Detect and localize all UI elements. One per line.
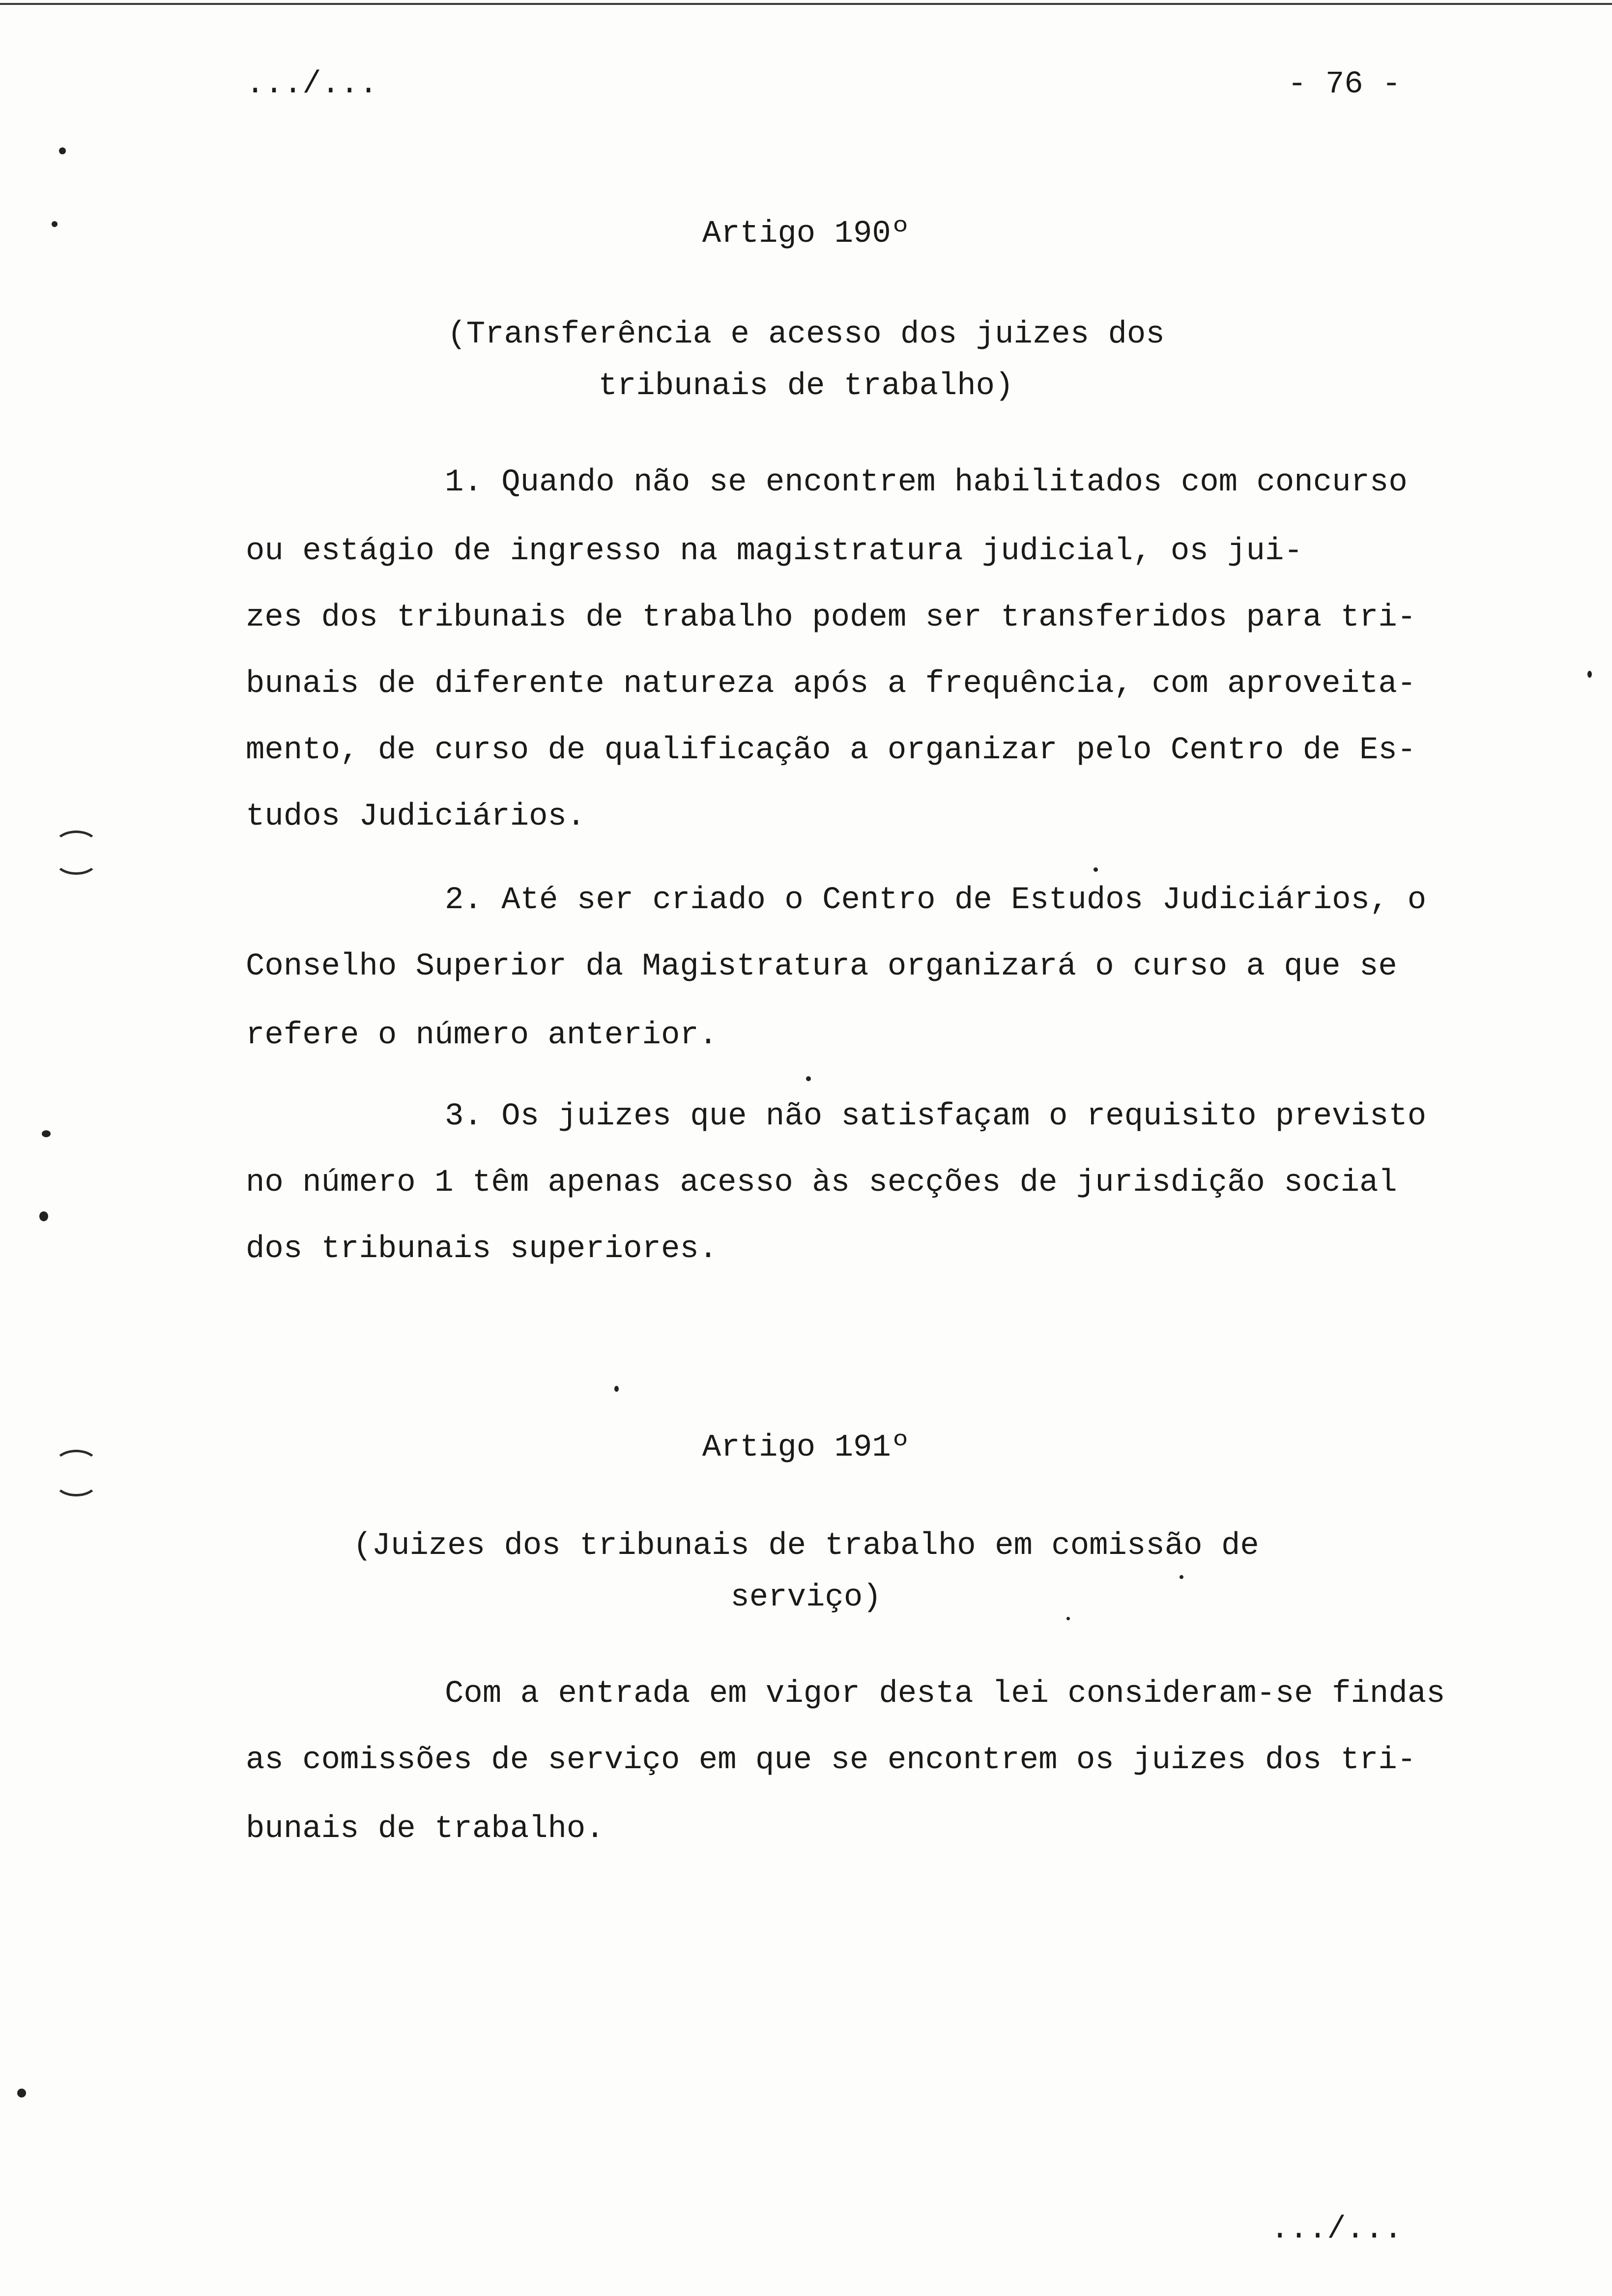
article-190-p1-line: tudos Judiciários. [246, 799, 586, 834]
continuation-mark-top: .../... [246, 67, 378, 102]
scan-speck [1587, 671, 1592, 678]
scan-speck [614, 1386, 619, 1392]
scan-speck [1094, 867, 1098, 872]
article-191-subtitle-line-1: (Juizes dos tribunais de trabalho em comissão de [353, 1528, 1259, 1564]
article-190-heading: Artigo 190º [702, 216, 910, 252]
scan-speck [17, 2089, 26, 2097]
punch-hole-mark [54, 1467, 98, 1496]
article-191-p1-line: Com a entrada em vigor desta lei consideram-se findas [445, 1676, 1445, 1712]
article-190-subtitle-line-2: tribunais de trabalho) [598, 369, 1014, 404]
scan-speck [1066, 1617, 1070, 1620]
article-190-p1-line: bunais de diferente natureza após a frequência, com aproveita- [246, 666, 1416, 702]
article-190-p2-line: refere o número anterior. [246, 1018, 718, 1053]
article-191-p1-line: as comissões de serviço em que se encontrem os juizes dos tri- [246, 1743, 1416, 1778]
scan-speck [39, 1211, 48, 1221]
article-191-p1-line: bunais de trabalho. [246, 1811, 604, 1847]
article-190-p1-line: 1. Quando não se encontrem habilitados com concurso [445, 465, 1408, 500]
article-190-p3-line: no número 1 têm apenas acesso às secções de jurisdição social [246, 1165, 1397, 1201]
continuation-mark-bottom: .../... [1270, 2212, 1403, 2247]
article-190-p1-line: mento, de curso de qualificação a organizar pelo Centro de Es- [246, 733, 1416, 768]
scan-speck [806, 1076, 811, 1081]
article-190-p3-line: 3. Os juizes que não satisfaçam o requisito previsto [445, 1099, 1427, 1134]
article-191-heading: Artigo 191º [702, 1430, 910, 1465]
article-190-p2-line: 2. Até ser criado o Centro de Estudos Judiciários, o [445, 883, 1427, 918]
article-190-p1-line: ou estágio de ingresso na magistratura judicial, os jui- [246, 534, 1303, 569]
top-rule [0, 3, 1612, 5]
article-190-subtitle-line-1: (Transferência e acesso dos juizes dos [447, 317, 1165, 352]
scan-speck [1180, 1575, 1183, 1579]
article-190-p1-line: zes dos tribunais de trabalho podem ser transferidos para tri- [246, 600, 1416, 635]
scan-speck [42, 1130, 51, 1137]
scan-speck [52, 221, 58, 227]
article-190-p3-line: dos tribunais superiores. [246, 1232, 718, 1267]
article-190-p2-line: Conselho Superior da Magistratura organizará o curso a que se [246, 949, 1397, 984]
article-191-subtitle-line-2: serviço) [730, 1580, 882, 1615]
page-number: - 76 - [1288, 67, 1401, 102]
scan-speck [59, 147, 66, 154]
punch-hole-mark [54, 845, 98, 875]
